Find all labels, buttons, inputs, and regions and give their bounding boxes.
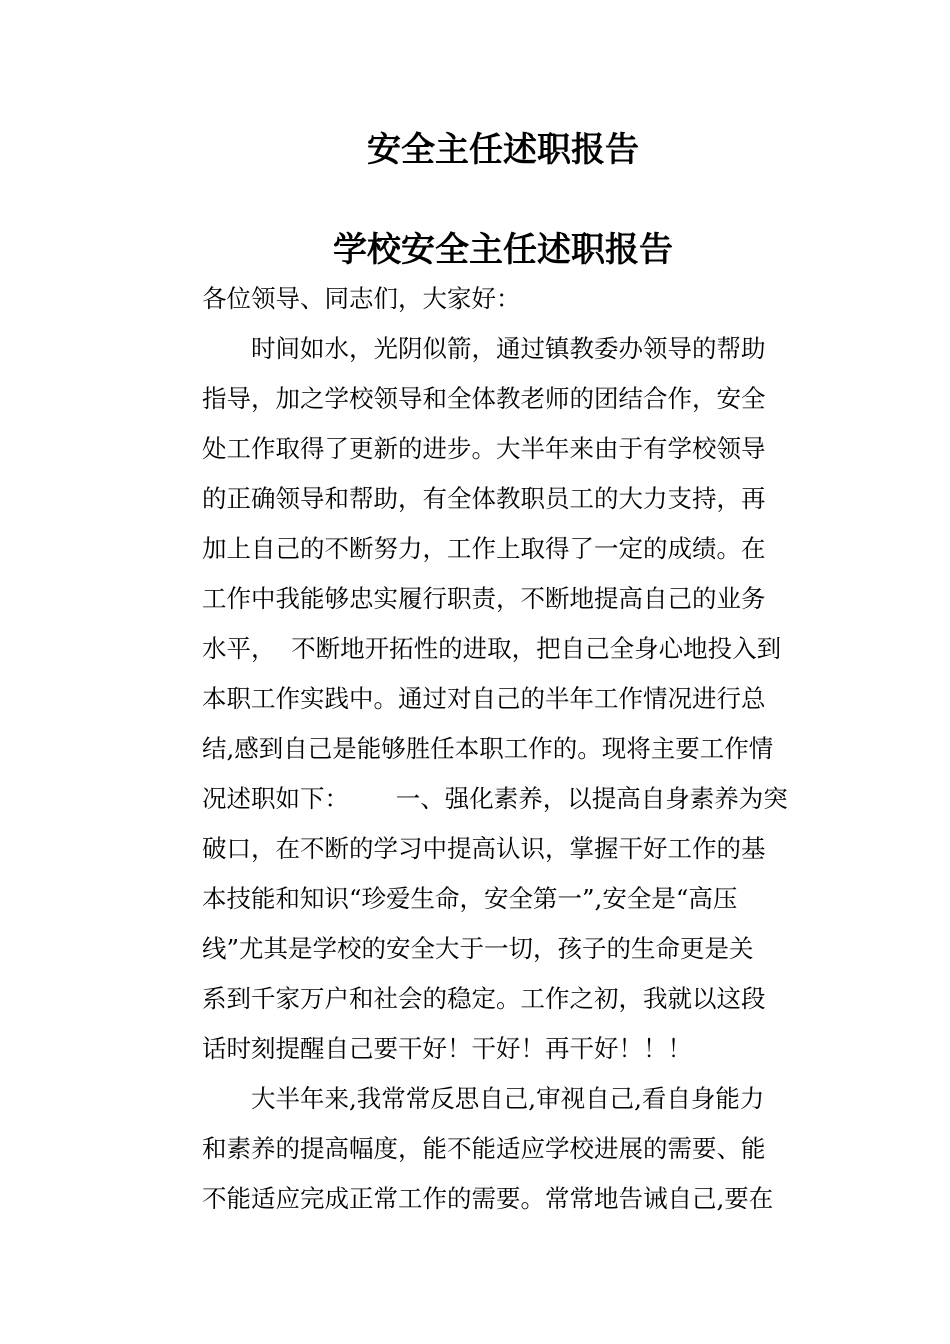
body-line: 话时刻提醒自己要干好！干好！再干好！！！ <box>202 1034 692 1063</box>
body-line: 本技能和知识“珍爱生命，安全第一”,安全是“高压 <box>202 884 738 913</box>
body-line: 的正确领导和帮助，有全体教职员工的大力支持，再 <box>202 484 766 513</box>
body-line: 况述职如下： 一、强化素养，以提高自身素养为突 <box>202 784 788 813</box>
body-line: 大半年来,我常常反思自己,审视自己,看自身能力 <box>251 1084 765 1113</box>
document-body <box>202 274 802 1224</box>
body-line: 处工作取得了更新的进步。大半年来由于有学校领导 <box>202 434 766 463</box>
body-line: 本职工作实践中。通过对自己的半年工作情况进行总 <box>202 684 766 713</box>
body-line: 破口，在不断的学习中提高认识，掌握干好工作的基 <box>202 834 766 863</box>
body-line: 时间如水，光阴似箭，通过镇教委办领导的帮助 <box>251 334 766 363</box>
body-line: 各位领导、同志们，大家好： <box>202 284 521 313</box>
document-subtitle: 学校安全主任述职报告 <box>333 230 673 270</box>
body-line: 和素养的提高幅度，能不能适应学校进展的需要、能 <box>202 1134 766 1163</box>
body-line: 不能适应完成正常工作的需要。常常地告诫自己,要在 <box>202 1184 774 1213</box>
body-line: 水平， 不断地开拓性的进取，把自己全身心地投入到 <box>202 634 782 663</box>
body-line: 加上自己的不断努力，工作上取得了一定的成绩。在 <box>202 534 766 563</box>
body-line: 工作中我能够忠实履行职责，不断地提高自己的业务 <box>202 584 766 613</box>
body-line: 结,感到自己是能够胜任本职工作的。现将主要工作情 <box>202 734 774 763</box>
body-line: 线”尤其是学校的安全大于一切，孩子的生命更是关 <box>202 934 754 963</box>
document-title: 安全主任述职报告 <box>367 130 639 170</box>
body-line: 系到千家万户和社会的稳定。工作之初，我就以这段 <box>202 984 766 1013</box>
body-line: 指导，加之学校领导和全体教老师的团结合作，安全 <box>202 384 766 413</box>
